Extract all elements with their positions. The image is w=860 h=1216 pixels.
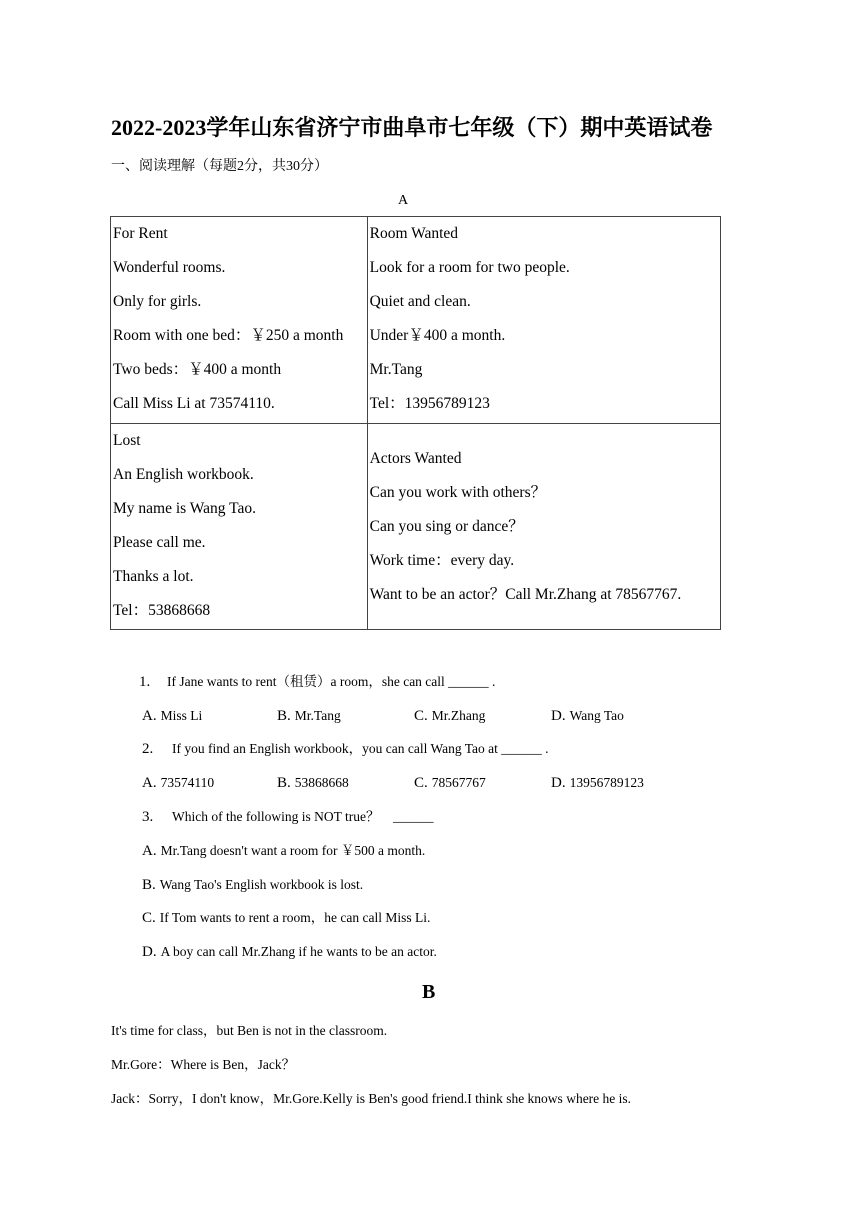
option-2a [142,773,214,793]
question-number: 2. [142,741,154,757]
option-letter: A. [142,843,157,859]
option-letter: D. [142,944,157,960]
option-3a [142,841,425,861]
option-letter: D. [551,775,566,791]
option-text: Wang Tao's English workbook is lost. [159,877,364,892]
option-2d [551,773,644,793]
question-text: Which of the following is NOT true？ ______ [172,809,434,824]
ad-line: Can you sing or dance？ [369,517,524,535]
option-1b [277,706,341,726]
option-text: If Tom wants to rent a room，he can call Miss Li. [159,910,431,925]
option-1a [142,706,202,726]
ad-actors-wanted [367,424,720,630]
option-letter: C. [142,910,156,926]
option-text: Miss Li [160,708,203,723]
option-letter: A. [142,775,157,791]
ad-line: Two beds：￥400 a month [113,361,282,378]
option-letter: D. [551,708,566,724]
option-2b [277,773,349,793]
ad-line: Only for girls. [113,293,202,310]
question-text: If Jane wants to rent（租赁）a room，she can call ______ . [167,674,496,689]
option-letter: C. [414,708,428,724]
part-a-label: A [398,193,409,208]
option-text: A boy can call Mr.Zhang if he wants to be an actor. [160,944,437,959]
option-3d [142,942,437,962]
ad-line: An English workbook. [113,466,254,483]
ad-line: Tel：13956789123 [369,395,490,412]
ad-line: Can you work with others？ [369,483,547,501]
ad-line: Call Miss Li at 73574110. [113,395,275,412]
option-3c [142,908,430,928]
ad-line: Lost [113,432,141,449]
option-text: Mr.Tang doesn't want a room for ￥500 a month. [160,843,426,858]
ad-line: Wonderful rooms. [113,259,226,276]
option-text: 13956789123 [569,775,644,790]
option-text: 78567767 [431,775,486,790]
ad-line: Work time：every day. [369,551,515,569]
option-text: Mr.Tang [294,708,341,723]
option-1c [414,706,485,726]
part-b-label: B [422,981,436,1003]
ads-row [111,217,721,424]
ad-line: My name is Wang Tao. [113,500,257,517]
option-text: Wang Tao [569,708,624,723]
section-heading: 一、阅读理解（每题2分，共30分） [111,159,328,174]
option-letter: B. [277,708,291,724]
ad-line: Actors Wanted [369,449,462,467]
ads-row [111,424,721,630]
ad-for-rent [111,217,368,424]
ad-line: Look for a room for two people. [369,259,570,276]
ad-lost [111,424,368,630]
passage-line: It's time for class，but Ben is not in the classroom. [111,1023,388,1038]
ad-line: Tel：53868668 [113,602,211,619]
option-3b [142,875,363,895]
ad-line: Want to be an actor？Call Mr.Zhang at 78567767. [369,585,682,603]
option-2c [414,773,486,793]
ad-line: Thanks a lot. [113,568,194,585]
question-text: If you find an English workbook，you can call Wang Tao at ______ . [172,741,549,756]
option-text: Mr.Zhang [431,708,486,723]
question-number: 3. [142,809,154,825]
question-1 [139,672,495,692]
question-2 [142,739,549,759]
passage-line: Jack：Sorry，I don't know，Mr.Gore.Kelly is Ben's good friend.I think she knows where he is. [111,1091,632,1106]
ads-table [110,216,721,630]
option-text: 73574110 [160,775,215,790]
ad-line: For Rent [113,225,168,242]
option-letter: B. [277,775,291,791]
ad-room-wanted [367,217,720,424]
ad-line: Under￥400 a month. [369,327,506,344]
question-3 [142,807,433,827]
exam-title: 2022-2023学年山东省济宁市曲阜市七年级（下）期中英语试卷 [111,115,713,140]
ad-line: Room with one bed：￥250 a month [113,327,344,344]
option-text: 53868668 [294,775,349,790]
question-number: 1. [139,674,151,690]
option-letter: A. [142,708,157,724]
option-1d [551,706,624,726]
option-letter: B. [142,877,156,893]
ad-line: Please call me. [113,534,206,551]
passage-line: Mr.Gore：Where is Ben，Jack？ [111,1057,296,1072]
option-letter: C. [414,775,428,791]
ad-line: Mr.Tang [369,361,423,378]
ad-line: Quiet and clean. [369,293,471,310]
ad-line: Room Wanted [369,225,459,242]
